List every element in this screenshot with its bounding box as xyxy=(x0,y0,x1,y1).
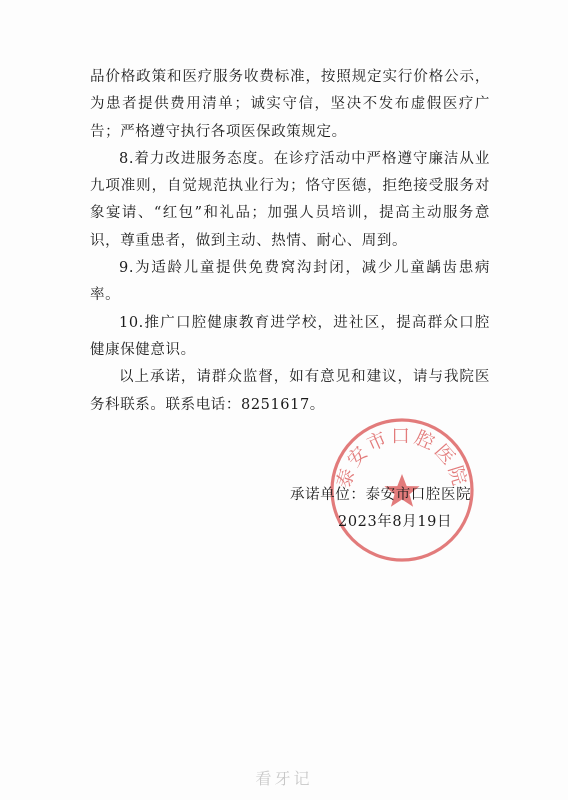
signature-date: 2023年8月19日 xyxy=(338,514,453,530)
paragraph-item-10: 10.推广口腔健康教育进学校，进社区，提高群众口腔健康保健意识。 xyxy=(90,314,490,358)
watermark-text: 看牙记 xyxy=(255,769,313,788)
seal-arc-text: 泰安市口腔医院 xyxy=(332,425,472,491)
signature-unit: 承诺单位：泰安市口腔医院 xyxy=(290,487,472,503)
document-body xyxy=(90,64,490,419)
signature-block xyxy=(290,482,520,536)
paragraph-closing: 以上承诺，请群众监督，如有意见和建议，请与我院医务科联系。联系电话：8251617。 xyxy=(90,369,490,413)
paragraph-price-policy: 品价格政策和医疗服务收费标准，按照规定实行价格公示，为患者提供费用清单；诚实守信，坚决不发布虚假医疗广告；严格遵守执行各项医保政策规定。 xyxy=(90,69,490,140)
paragraph-item-9: 9.为适龄儿童提供免费窝沟封闭，减少儿童龋齿患病率。 xyxy=(90,260,490,304)
paragraph-item-8: 8.着力改进服务态度。在诊疗活动中严格遵守廉洁从业九项准则，自觉规范执业行为；恪守医德，拒绝接受服务对象宴请、“红包”和礼品；加强人员培训，提高主动服务意识，尊重患者，做到主动、热情、耐心、周到。 xyxy=(90,150,490,249)
